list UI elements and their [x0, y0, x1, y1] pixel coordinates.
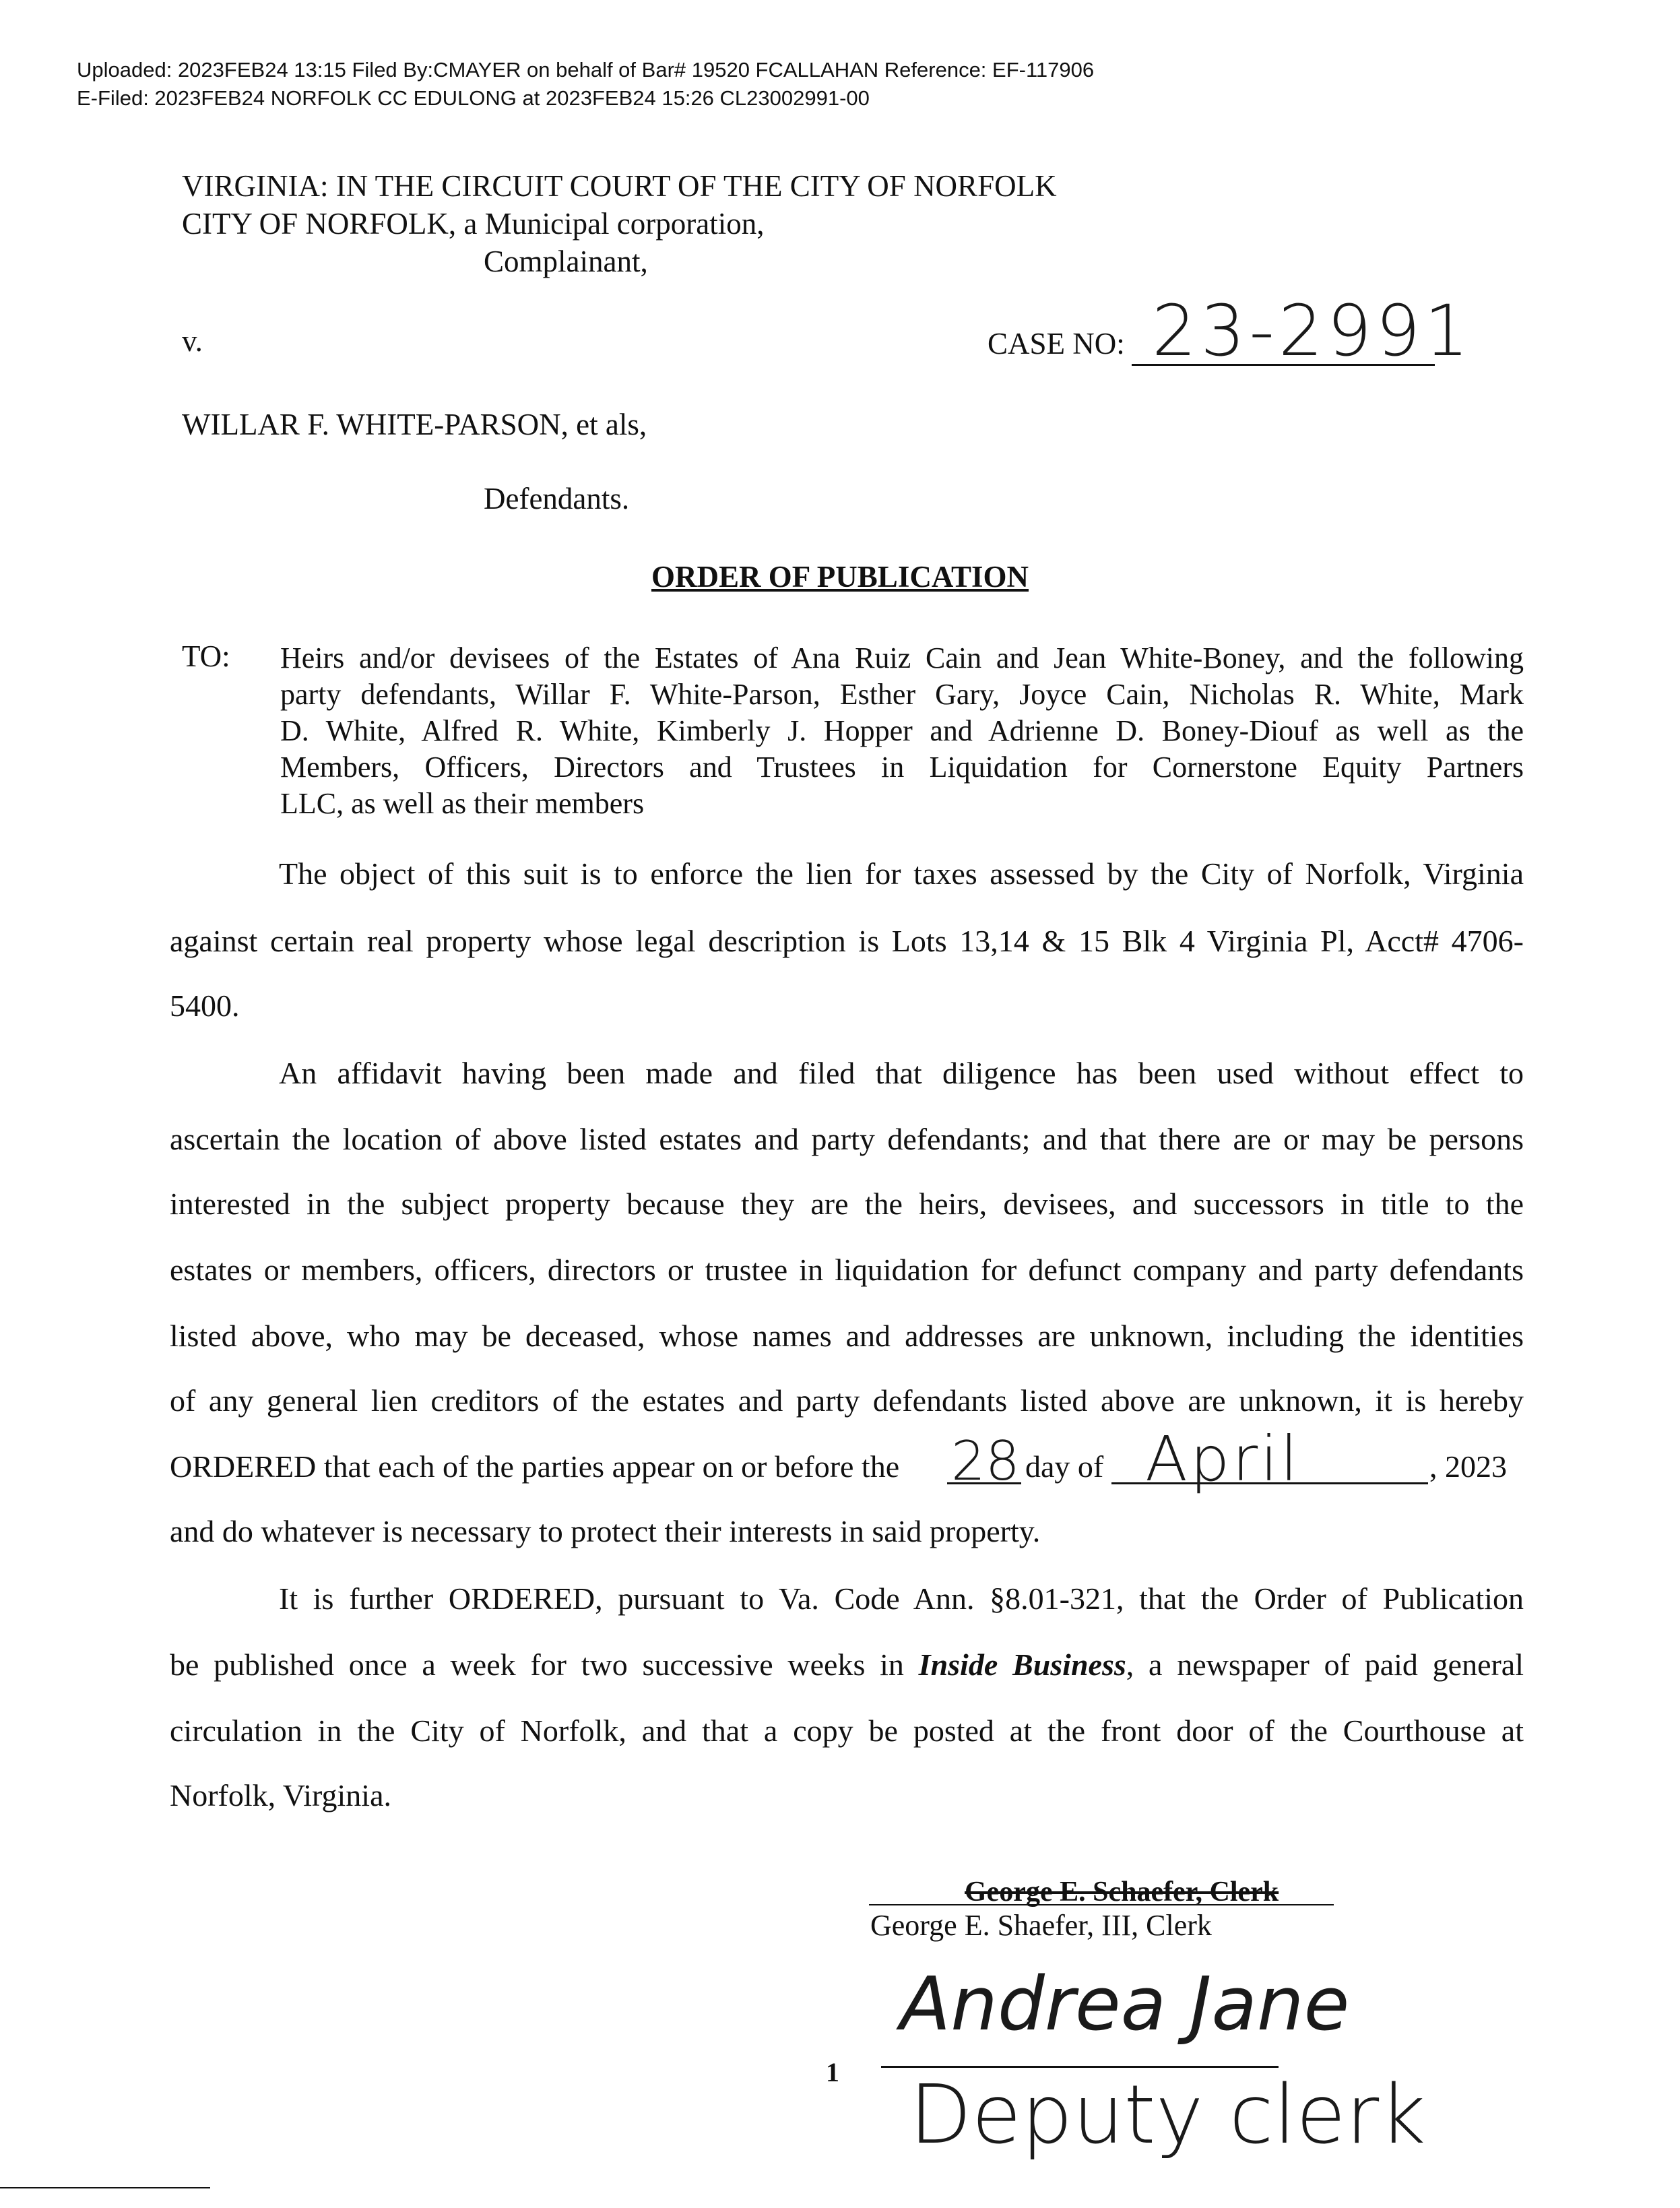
paragraph-2-line: estates or members, officers, directors or trustee in liquidation for defunct company and party defendants [170, 1253, 1524, 1287]
deputy-title-handwritten: Deputy clerk [909, 2069, 1426, 2162]
defendant-role: Defendants. [484, 482, 630, 515]
deputy-signature-line [881, 2066, 1279, 2068]
day-handwritten: 28 [951, 1430, 1020, 1492]
paragraph-2-line: interested in the subject property because they are the heirs, devisees, and successors in title to the [170, 1187, 1524, 1221]
case-number-handwritten: 23-2991 [1152, 290, 1473, 372]
year-label: , 2023 [1429, 1449, 1507, 1484]
paragraph-3-line: It is further ORDERED, pursuant to Va. Code Ann. §8.01-321, that the Order of Publication [279, 1581, 1524, 1616]
paragraph-2-line: of any general lien creditors of the estates and party defendants listed above are unknown, it is hereby [170, 1383, 1524, 1418]
paragraph-3-line-2-prefix: be published once a week for two successive weeks in [170, 1647, 904, 1682]
day-of-label: day of [1025, 1449, 1104, 1484]
paragraph-3-line: circulation in the City of Norfolk, and that a copy be posted at the front door of the Courthouse at [170, 1713, 1524, 1748]
addressee-line: D. White, Alfred R. White, Kimberly J. Hopper and Adrienne D. Boney-Diouf as well as the [280, 714, 1524, 747]
addressee-line: Heirs and/or devisees of the Estates of Ana Ruiz Cain and Jean White-Boney, and the following [280, 641, 1524, 674]
newspaper-name: Inside Business [918, 1647, 1126, 1682]
page-number: 1 [826, 2057, 839, 2087]
paragraph-2-line: listed above, who may be deceased, whose names and addresses are unknown, including the identities [170, 1319, 1524, 1353]
filing-stamp-line-2: E-Filed: 2023FEB24 NORFOLK CC EDULONG at 2023FEB24 15:26 CL23002991-00 [77, 86, 870, 110]
court-heading: VIRGINIA: IN THE CIRCUIT COURT OF THE CITY OF NORFOLK [182, 169, 1057, 203]
versus: v. [182, 324, 203, 358]
paragraph-2-line: An affidavit having been made and filed that diligence has been used without effect to [279, 1056, 1524, 1090]
paragraph-2-last-line: and do whatever is necessary to protect their interests in said property. [170, 1514, 1041, 1548]
filing-stamp-line-1: Uploaded: 2023FEB24 13:15 Filed By:CMAYER on behalf of Bar# 19520 FCALLAHAN Reference: EF-117906 [77, 58, 1095, 82]
clerk-printed-name: George E. Shaefer, III, Clerk [870, 1909, 1212, 1942]
paragraph-1-line: against certain real property whose legal description is Lots 13,14 & 15 Blk 4 Virginia Pl, Acct# 4706- [170, 924, 1524, 958]
defendant-name: WILLAR F. WHITE-PARSON, et als, [182, 408, 647, 441]
addressee-line: LLC, as well as their members [280, 787, 645, 820]
complainant-name: CITY OF NORFOLK, a Municipal corporation, [182, 207, 765, 241]
complainant-role: Complainant, [484, 245, 648, 278]
ordered-prefix: ORDERED that each of the parties appear on or before the [170, 1449, 900, 1484]
paragraph-2-line: ascertain the location of above listed estates and party defendants; and that there are or may be persons [170, 1122, 1524, 1156]
paragraph-1-line: 5400. [170, 988, 240, 1023]
addressee-line: party defendants, Willar F. White-Parson, Esther Gary, Joyce Cain, Nicholas R. White, Mark [280, 678, 1524, 711]
paragraph-3-line-2-suffix: , a newspaper of paid general [1126, 1647, 1524, 1682]
paragraph-1-line: The object of this suit is to enforce the lien for taxes assessed by the City of Norfolk, Virginia [279, 856, 1524, 891]
paragraph-3-line [170, 1647, 1524, 1682]
paragraph-3-line: Norfolk, Virginia. [170, 1778, 392, 1812]
addressee-line: Members, Officers, Directors and Trustees in Liquidation for Cornerstone Equity Partners [280, 751, 1524, 784]
to-label: TO: [182, 639, 230, 673]
clerk-signature-stamp: George E. Schaefer, Clerk [965, 1876, 1279, 1907]
footnote-separator [0, 2187, 210, 2188]
deputy-signature-handwritten: Andrea Jane [900, 1961, 1350, 2047]
document-title: ORDER OF PUBLICATION [651, 560, 1029, 594]
case-number-label: CASE NO: [988, 327, 1125, 360]
month-handwritten: April [1145, 1423, 1301, 1495]
